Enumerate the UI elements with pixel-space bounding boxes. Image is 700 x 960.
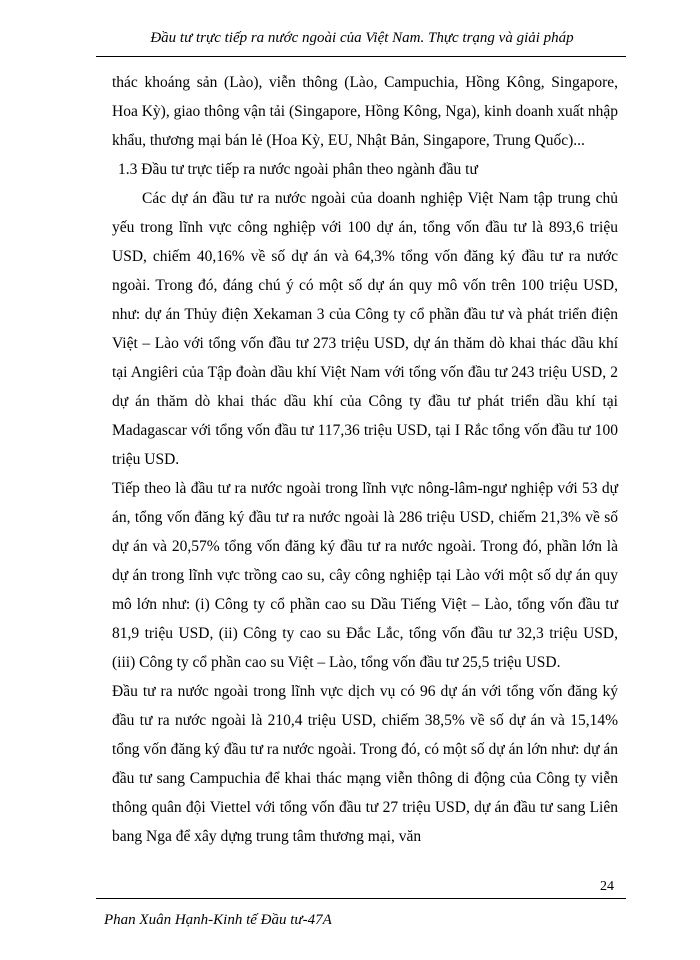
paragraph-industry: Các dự án đầu tư ra nước ngoài của doanh nghiệp Việt Nam tập trung chủ yếu trong lĩnh vực công nghiệp với 100 dự án, tổng vốn đầu tư là 893,6 triệu USD, chiếm 40,16% về số dự án và 64,3% tổng vốn đăng ký đầu tư ra nước ngoài. Trong đó, đáng chú ý có một số dự án quy mô vốn trên 100 triệu USD, như: dự án Thủy điện Xekaman 3 của Công ty cổ phần đầu tư và phát triển điện Việt – Lào với tổng vốn đầu tư 273 triệu USD, dự án thăm dò khai thác dầu khí tại Angiêri của Tập đoàn dầu khí Việt Nam với tổng vốn đầu tư 243 triệu USD, 2 dự án thăm dò khai thác dầu khí của Công ty đầu tư phát triển dầu khí tại Madagascar với tổng vốn đầu tư 117,36 triệu USD, tại I Rắc tổng vốn đầu tư 100 triệu USD. [112, 190, 618, 468]
section-heading: 1.3 Đầu tư trực tiếp ra nước ngoài phân theo ngành đầu tư [118, 161, 478, 178]
header-divider [96, 56, 626, 57]
paragraph-agriculture: Tiếp theo là đầu tư ra nước ngoài trong lĩnh vực nông-lâm-ngư nghiệp với 53 dự án, tổng vốn đăng ký đầu tư ra nước ngoài là 286 triệu USD, chiếm 21,3% về số dự án và 20,57% tổng vốn đăng ký đầu tư ra nước ngoài. Trong đó, phần lớn là dự án trong lĩnh vực trồng cao su, cây công nghiệp tại Lào với một số dự án quy mô lớn như: (i) Công ty cổ phần cao su Dầu Tiếng Việt – Lào, tổng vốn đầu tư 81,9 triệu USD, (ii) Công ty cao su Đắc Lắc, tổng vốn đầu tư 32,3 triệu USD, (iii) Công ty cổ phần cao su Việt – Lào, tổng vốn đầu tư 25,5 triệu USD. [112, 480, 618, 671]
paragraph-services: Đầu tư ra nước ngoài trong lĩnh vực dịch vụ có 96 dự án với tổng vốn đăng ký đầu tư ra nước ngoài là 210,4 triệu USD, chiếm 38,5% về số dự án và 15,14% tổng vốn đăng ký đầu tư ra nước ngoài. Trong đó, có một số dự án lớn như: dự án đầu tư sang Campuchia để khai thác mạng viễn thông di động của Công ty viễn thông quân đội Viettel với tổng vốn đầu tư 27 triệu USD, dự án đầu tư sang Liên bang Nga để xây dựng trung tâm thương mại, văn [112, 683, 618, 845]
paragraph-continuation: thác khoáng sản (Lào), viễn thông (Lào, Campuchia, Hồng Kông, Singapore, Hoa Kỳ), giao thông vận tải (Singapore, Hồng Kông, Nga), kinh doanh xuất nhập khẩu, thương mại bán lẻ (Hoa Kỳ, EU, Nhật Bản, Singapore, Trung Quốc)... [112, 74, 618, 149]
running-header: Đầu tư trực tiếp ra nước ngoài của Việt Nam. Thực trạng và giải pháp [150, 30, 574, 46]
running-footer: Phan Xuân Hạnh-Kinh tế Đầu tư-47A [104, 912, 332, 928]
page-number: 24 [600, 879, 614, 894]
footer-divider [96, 898, 626, 899]
document-body [112, 68, 618, 851]
